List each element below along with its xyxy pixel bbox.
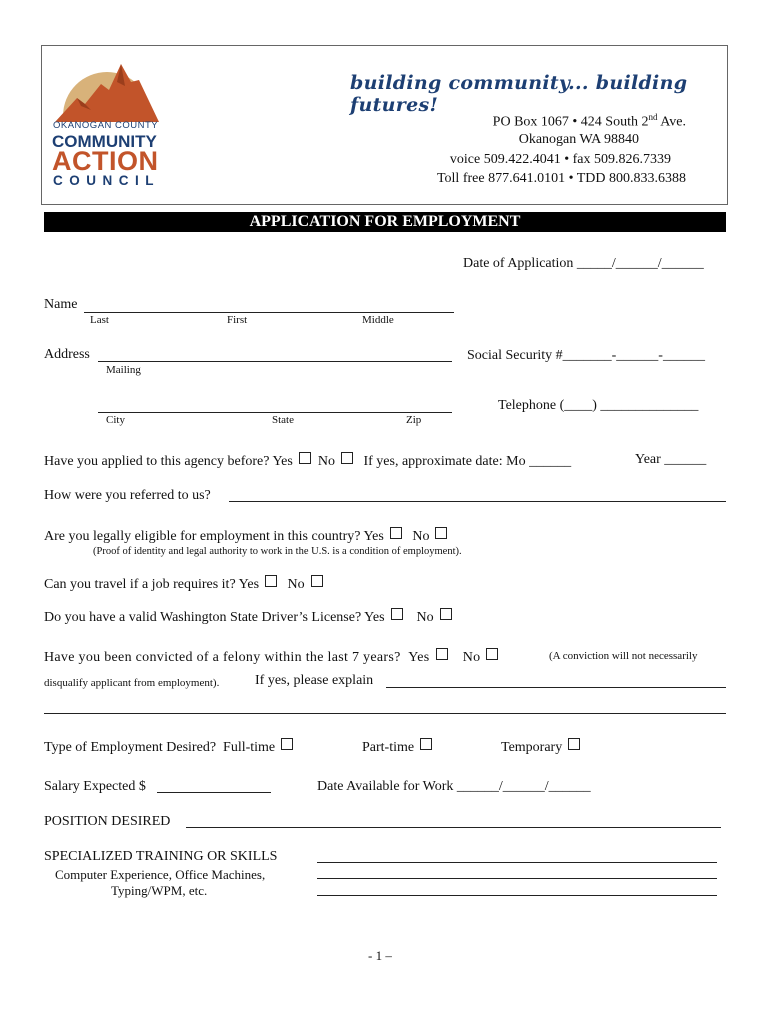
training-field-3[interactable] [317, 895, 717, 896]
felony-no-label: No [462, 650, 481, 665]
referred-field[interactable] [229, 501, 726, 502]
name-last-sublabel: Last [90, 314, 109, 326]
type-question: Type of Employment Desired? [44, 740, 217, 755]
tollfree-line: Toll free 877.641.0101 • TDD 800.833.6388 [436, 171, 686, 186]
license-no-checkbox[interactable] [440, 608, 452, 620]
applied-no-label: No [317, 454, 335, 469]
felony-no-checkbox[interactable] [486, 648, 498, 660]
date-of-application[interactable]: Date of Application _____/______/______ [463, 256, 704, 271]
position-desired-label: POSITION DESIRED [44, 814, 171, 829]
felony-yes-checkbox[interactable] [436, 648, 448, 660]
salary-field[interactable] [157, 792, 271, 793]
training-label: SPECIALIZED TRAINING OR SKILLS [44, 849, 278, 864]
page-number: - 1 – [368, 948, 392, 963]
state-sublabel: State [272, 414, 294, 426]
salary-label: Salary Expected $ [44, 779, 146, 794]
ssn-field[interactable]: Social Security #_______-______-______ [467, 348, 705, 363]
eligible-note: (Proof of identity and legal authority to work in the U.S. is a condition of employment). [93, 546, 462, 557]
referred-question: How were you referred to us? [44, 488, 211, 503]
travel-yes-label: Yes [238, 577, 260, 592]
form-title: APPLICATION FOR EMPLOYMENT [44, 212, 726, 232]
applied-before-question: Have you applied to this agency before? [44, 454, 270, 469]
applied-yes-label: Yes [272, 454, 293, 469]
type-row [44, 738, 293, 756]
applied-before-row [44, 452, 571, 470]
applied-yes-checkbox[interactable] [299, 452, 311, 464]
address-mailing-field[interactable] [98, 361, 452, 362]
training-sublabel-1: Computer Experience, Office Machines, [55, 867, 266, 882]
logo-council-text: COUNCIL [53, 173, 160, 188]
name-label: Name [44, 297, 78, 312]
logo-community-text: COMMUNITY [52, 132, 157, 151]
city-line: Okanogan WA 98840 [518, 132, 639, 147]
type-temporary-label: Temporary [501, 740, 563, 755]
travel-no-checkbox[interactable] [311, 575, 323, 587]
eligible-no-label: No [412, 529, 430, 544]
type-parttime-label: Part-time [362, 740, 415, 755]
felony-explain-label: If yes, please explain [255, 673, 374, 688]
applied-year-field[interactable]: Year ______ [635, 452, 707, 467]
license-row [44, 608, 452, 626]
felony-explain-field-2[interactable] [44, 713, 726, 714]
city-sublabel: City [106, 414, 125, 426]
zip-sublabel: Zip [406, 414, 422, 426]
felony-question: Have you been convicted of a felony within the last 7 years? [44, 650, 401, 665]
type-fulltime-checkbox[interactable] [281, 738, 293, 750]
felony-explain-field[interactable] [386, 687, 726, 688]
name-first-sublabel: First [227, 314, 248, 326]
position-desired-field[interactable] [186, 827, 721, 828]
eligible-yes-label: Yes [363, 529, 384, 544]
license-yes-label: Yes [364, 610, 385, 625]
license-no-label: No [416, 610, 434, 625]
applied-date-field[interactable]: If yes, approximate date: Mo ______ [363, 454, 572, 469]
training-field-2[interactable] [317, 878, 717, 879]
name-field[interactable] [84, 312, 454, 313]
address-city-field[interactable] [98, 412, 452, 413]
license-yes-checkbox[interactable] [391, 608, 403, 620]
applied-no-checkbox[interactable] [341, 452, 353, 464]
eligible-row [44, 527, 447, 545]
eligible-yes-checkbox[interactable] [390, 527, 402, 539]
type-temporary-checkbox[interactable] [568, 738, 580, 750]
training-field-1[interactable] [317, 862, 717, 863]
telephone-field[interactable]: Telephone (____) ______________ [498, 398, 699, 413]
travel-row [44, 575, 323, 593]
type-parttime-option [362, 738, 432, 756]
logo-action-text: ACTION [52, 146, 159, 176]
name-middle-sublabel: Middle [362, 314, 394, 326]
type-temporary-option [501, 738, 580, 756]
address-label: Address [44, 347, 90, 362]
felony-note-2: disqualify applicant from employment). [44, 677, 220, 689]
address-mailing-sublabel: Mailing [106, 364, 141, 376]
travel-question: Can you travel if a job requires it? [44, 577, 236, 592]
license-question: Do you have a valid Washington State Driver’s License? [44, 610, 362, 625]
address-line: PO Box 1067 • 424 South 2nd Ave. [492, 112, 686, 130]
felony-row [44, 648, 498, 666]
type-parttime-checkbox[interactable] [420, 738, 432, 750]
felony-note: (A conviction will not necessarily [549, 650, 698, 662]
date-available-field[interactable]: Date Available for Work ______/______/______ [317, 779, 591, 794]
eligible-question: Are you legally eligible for employment in this country? [44, 529, 361, 544]
tagline: building community... building futures! [350, 72, 688, 116]
travel-yes-checkbox[interactable] [265, 575, 277, 587]
phone-line: voice 509.422.4041 • fax 509.826.7339 [449, 152, 671, 167]
type-fulltime-label: Full-time [223, 740, 276, 755]
logo-county-text: OKANOGAN COUNTY [53, 120, 159, 131]
felony-yes-label: Yes [408, 650, 430, 665]
travel-no-label: No [287, 577, 305, 592]
mountain-logo-icon [55, 60, 159, 122]
training-sublabel-2: Typing/WPM, etc. [111, 883, 208, 898]
eligible-no-checkbox[interactable] [435, 527, 447, 539]
